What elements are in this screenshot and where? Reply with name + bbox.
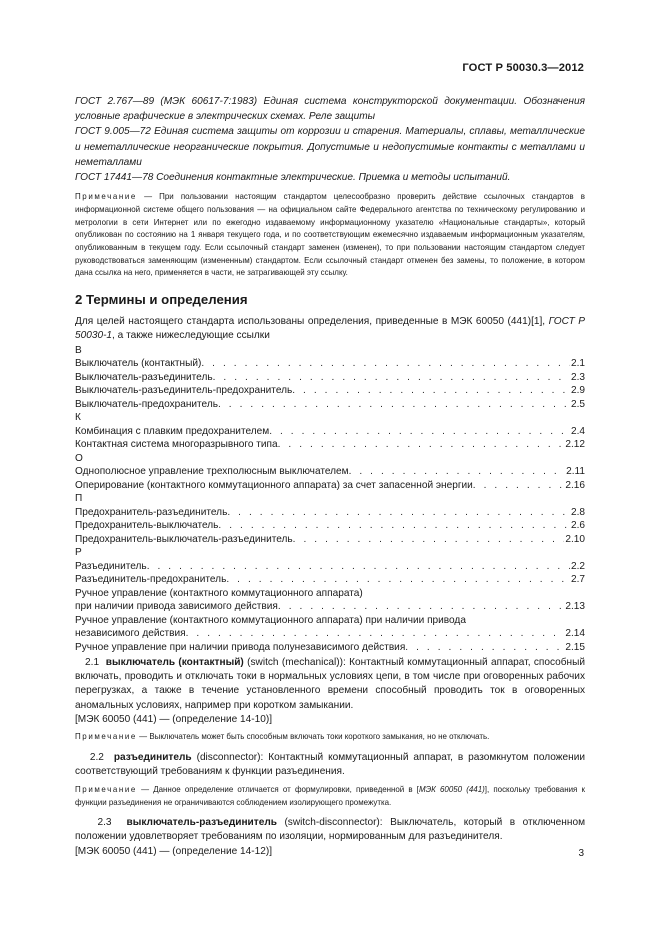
- definition-2-3: [75, 816, 585, 844]
- index-letter: О: [75, 452, 83, 464]
- definition-source: [МЭК 60050 (441) — (определение 14-10)]: [75, 713, 273, 725]
- index-row: Предохранитель-выключатель-разъединитель . . . 2.10: [75, 533, 585, 547]
- index-row: Контактная система многоразрывного типа . . . 2.12: [75, 438, 585, 452]
- intro-text-end: , а также нижеследующие ссылки: [112, 330, 270, 342]
- index-row: Выключатель (контактный) . . . 2.1: [75, 357, 585, 371]
- index-row: Выключатель-предохранитель . . . 2.5: [75, 398, 585, 412]
- index-row: Ручное управление при наличии привода полунезависимого действия . . . 2.15: [75, 641, 585, 655]
- index-row: Оперирование (контактного коммутационного аппарата) за счет запасенной энергии . . . 2.16: [75, 479, 585, 493]
- page-number: 3: [578, 848, 584, 859]
- index-letter: К: [75, 412, 81, 424]
- definition-term: выключатель-разъединитель: [126, 817, 277, 829]
- definition-2-2: [75, 751, 585, 779]
- index-letter: Р: [75, 547, 82, 559]
- reference-item: ГОСТ 9.005—72 Единая система защиты от коррозии и старения. Материалы, сплавы, металлические и неметаллические неорганические покрытия. Допустимые и недопустимые контакты с металлами и неметаллами: [75, 126, 585, 168]
- note-text-end: ], поскольку требования к функции разъединения не ограничиваются соблюдением изолирующего промежутка.: [75, 785, 585, 807]
- note-text: — Данное определение отличается от формулировки, приведенной в [: [141, 785, 420, 795]
- index-row-line: Ручное управление (контактного коммутационного аппарата): [75, 587, 363, 599]
- index-row: Комбинация с плавким предохранителем . . . 2.4: [75, 425, 585, 439]
- definition-text: (switch (mechanical)): Контактный коммутационный аппарат, способный включать, проводить и отключать токи в нормальных условиях цепи, в том числе при оговоренных рабочих перегрузках, а также в течение установленного времени способный проводить ток в оговоренных аномальных условиях, например при коротком замыкании.: [75, 657, 585, 711]
- definition-number: 2.1: [85, 657, 100, 669]
- index-row: Предохранитель-разъединитель . . . 2.8: [75, 506, 585, 520]
- index-row: Однополюсное управление трехполюсным выключателем . . . 2.11: [75, 465, 585, 479]
- definition-number: 2.3: [97, 817, 112, 829]
- index-row: независимого действия . . . 2.14: [75, 627, 585, 641]
- terms-index: [75, 344, 585, 655]
- intro-standard-ref: ГОСТ Р 50030-1: [75, 316, 585, 342]
- note-ref: МЭК 60050 (441): [419, 785, 485, 795]
- intro-text: Для целей настоящего стандарта использованы определения, приведенные в МЭК 60050 (441)[1],: [75, 316, 546, 328]
- note-label: Примечание: [75, 785, 137, 795]
- reference-item: ГОСТ 2.767—89 (МЭК 60617-7:1983) Единая система конструкторской документации. Обозначения условные графические в электрических схемах. Реле защиты: [75, 96, 585, 123]
- index-row: Разъединитель . . . 2.2: [75, 560, 585, 574]
- index-row-line: Ручное управление (контактного коммутационного аппарата) при наличии привода: [75, 614, 466, 626]
- index-row: Разъединитель-предохранитель . . . 2.7: [75, 573, 585, 587]
- index-letter: В: [75, 344, 82, 356]
- note-text: — Выключатель может быть способным включать токи короткого замыкания, но не отключать.: [139, 732, 490, 742]
- note-text: — При пользовании настоящим стандартом целесообразно проверить действие ссылочных стандартов в информационной системе общего пользования — на официальном сайте Федерального агентства по техническому регулированию и метрологии в сети Интернет или по ежегодно издаваемому информационному указателю «Национальные стандарты», который опубликован по состоянию на 1 января текущего года, и по соответствующим ежемесячно издаваемым информационным указателям, опубликованным в текущем году. Если ссылочный стандарт заменен (изменен), то при пользовании настоящим стандартом следует руководствоваться заменяющим (измененным) стандартом. Если ссылочный стандарт отменен без замены, то положение, в котором дана ссылка на него, применяется в части, не затрагивающей эту ссылку.: [75, 192, 585, 278]
- definition-text: (switch-disconnector): Выключатель, который в отключенном положении удовлетворяет требованиям по изоляции, нормированным для разъединителя.: [75, 817, 586, 843]
- reference-item: ГОСТ 17441—78 Соединения контактные электрические. Приемка и методы испытаний.: [75, 172, 511, 184]
- intro-paragraph: [75, 315, 585, 343]
- definition-term: выключатель (контактный): [105, 657, 244, 669]
- definition-source: [МЭК 60050 (441) — (определение 14-12)]: [75, 845, 273, 857]
- note-label: Примечание: [75, 192, 137, 202]
- index-row: Выключатель-разъединитель-предохранитель . . . 2.9: [75, 384, 585, 398]
- index-row: Выключатель-разъединитель . . . 2.3: [75, 371, 585, 385]
- index-row: Предохранитель-выключатель . . . 2.6: [75, 519, 585, 533]
- note-label: Примечание: [75, 732, 137, 742]
- definition-note: [75, 731, 585, 744]
- references-list: [75, 94, 585, 185]
- section-heading: 2 Термины и определения: [75, 292, 248, 308]
- definition-text: (disconnector): Контактный коммутационный аппарат, в разомкнутом положении соответствующий требованиям к функции разъединения.: [75, 751, 585, 778]
- index-letter: П: [75, 493, 83, 505]
- definition-2-1: [75, 656, 585, 713]
- definition-number: 2.2: [89, 751, 104, 763]
- definition-note: [75, 784, 585, 809]
- definition-term: разъединитель: [113, 751, 192, 763]
- index-row: при наличии привода зависимого действия . . . 2.13: [75, 600, 585, 614]
- page-content: [75, 92, 585, 858]
- reference-note: [75, 191, 585, 280]
- standard-header: ГОСТ Р 50030.3—2012: [462, 62, 584, 74]
